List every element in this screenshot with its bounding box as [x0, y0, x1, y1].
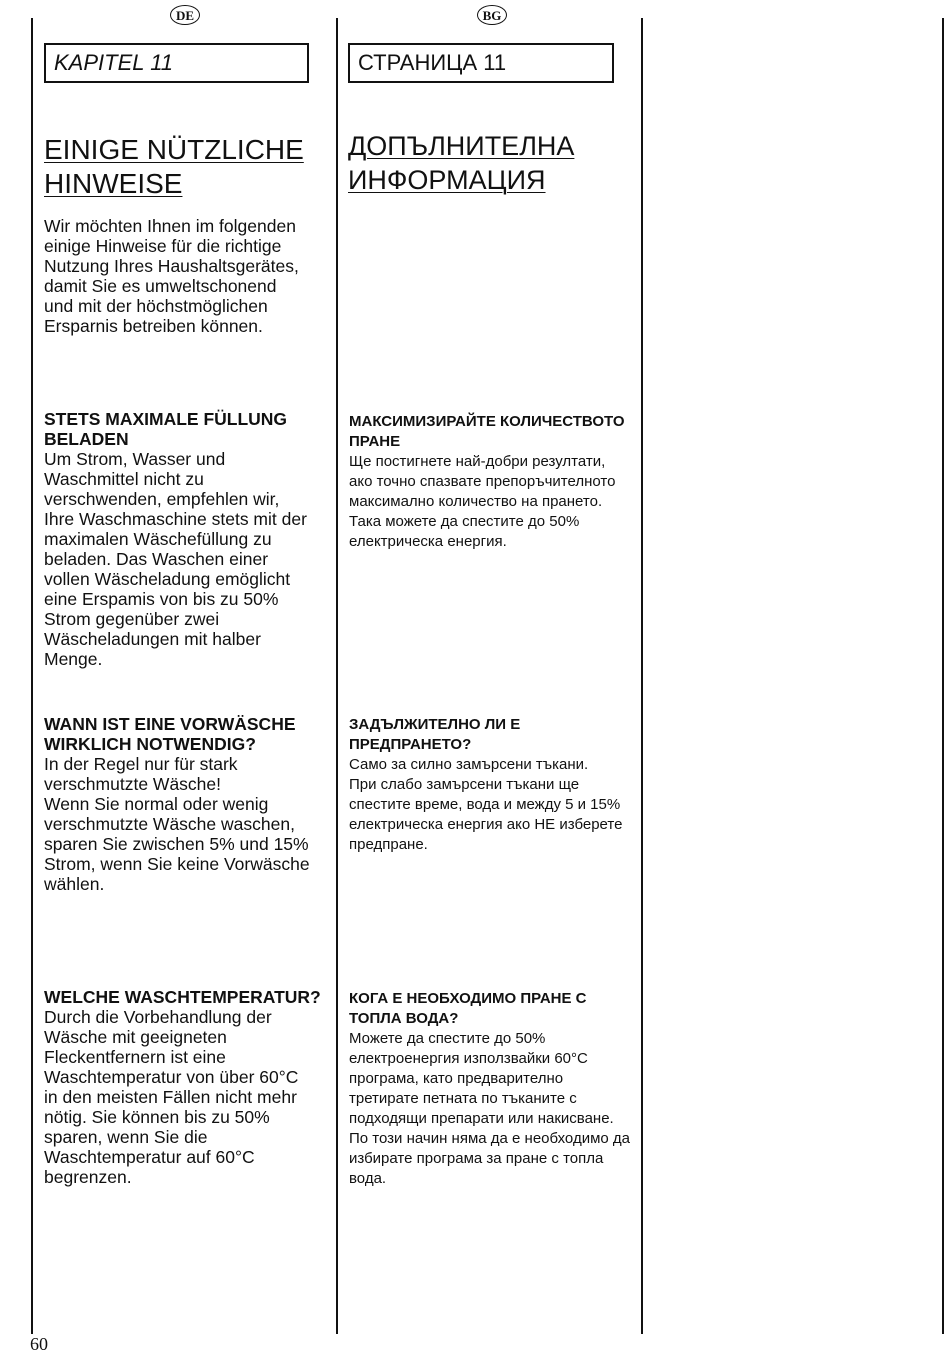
tip-body-line: Waschtemperatur auf 60°C: [44, 1147, 255, 1167]
tip-body-line: ако точно спазвате препоръчителното: [349, 473, 616, 490]
tip-body-line: вода.: [349, 1170, 387, 1187]
page-number: 60: [30, 1334, 48, 1354]
intro-line: und mit der höchstmöglichen: [44, 296, 268, 316]
tip-body-line: sparen, wenn Sie die: [44, 1127, 208, 1147]
tip-title: BELADEN: [44, 429, 129, 449]
tip-body-line: Така можете да спестите до 50%: [349, 513, 580, 530]
column-rule-middle: [336, 18, 338, 1334]
heading-line: HINWEISE: [44, 168, 183, 199]
tip-title: WANN IST EINE VORWÄSCHE: [44, 714, 296, 734]
chapter-title-bg: СТРАНИЦА 11: [348, 43, 614, 83]
tip-section-bg-prewash: [349, 715, 622, 855]
tip-body-line: Wenn Sie normal oder wenig: [44, 794, 269, 814]
tip-body-line: Menge.: [44, 649, 103, 669]
tip-title: WIRKLICH NOTWENDIG?: [44, 734, 256, 754]
tip-body-line: По този начин няма да е необходимо да: [349, 1130, 630, 1147]
tip-body-line: Durch die Vorbehandlung der: [44, 1007, 272, 1027]
tip-title: WELCHE WASCHTEMPERATUR?: [44, 987, 321, 1007]
language-badge-bg: BG: [477, 5, 507, 25]
section-heading-bg: [348, 129, 574, 197]
tip-title: ПРЕДПРАНЕТО?: [349, 736, 472, 753]
tip-title: ЗАДЪЛЖИТЕЛНО ЛИ Е: [349, 716, 521, 733]
tip-body-line: спестите време, вода и между 5 и 15%: [349, 796, 621, 813]
tip-body-line: nötig. Sie können bis zu 50%: [44, 1107, 270, 1127]
tip-body-line: in den meisten Fällen nicht mehr: [44, 1087, 297, 1107]
tip-body-line: Waschtemperatur von über 60°C: [44, 1067, 299, 1087]
intro-line: Wir möchten Ihnen im folgenden: [44, 216, 296, 236]
tip-body-line: третирате петната по тъканите с: [349, 1090, 577, 1107]
tip-body-line: sparen Sie zwischen 5% und 15%: [44, 834, 309, 854]
tip-body-line: подходящи препарати или накисване.: [349, 1110, 614, 1127]
tip-body-line: електрическа енергия ако НЕ изберете: [349, 816, 623, 833]
tip-body-line: Fleckentfernern ist eine: [44, 1047, 226, 1067]
tip-body-line: Strom gegenüber zwei: [44, 609, 220, 629]
intro-line: Nutzung Ihres Haushaltsgerätes,: [44, 256, 299, 276]
intro-paragraph-de: [44, 216, 299, 336]
tip-section-de-temperature: [44, 987, 321, 1187]
tip-body-line: електрическа енергия.: [349, 533, 507, 550]
tip-title: КОГА Е НЕОБХОДИМО ПРАНЕ С: [349, 990, 587, 1007]
column-rule-edge: [942, 18, 944, 1334]
tip-body-line: Strom, wenn Sie keine Vorwäsche: [44, 854, 310, 874]
tip-section-de-max-load: [44, 409, 307, 669]
tip-body-line: maximalen Wäschefüllung zu: [44, 529, 272, 549]
tip-section-de-prewash: [44, 714, 310, 894]
tip-section-bg-max-load: [349, 412, 625, 552]
heading-line: ИНФОРМАЦИЯ: [348, 165, 546, 195]
tip-body-line: Wäsche mit geeigneten: [44, 1027, 227, 1047]
language-badge-de: DE: [170, 5, 200, 25]
intro-line: einige Hinweise für die richtige: [44, 236, 282, 256]
tip-title: ТОПЛА ВОДА?: [349, 1010, 459, 1027]
intro-line: Ersparnis betreiben können.: [44, 316, 263, 336]
tip-body-line: максимално количество на прането.: [349, 493, 603, 510]
tip-body-line: Само за силно замърсени тъкани.: [349, 756, 589, 773]
tip-body-line: програма, като предварително: [349, 1070, 564, 1087]
tip-body-line: begrenzen.: [44, 1167, 132, 1187]
tip-body-line: Wäscheladungen mit halber: [44, 629, 261, 649]
tip-title: STETS MAXIMALE FÜLLUNG: [44, 409, 288, 429]
tip-body-line: In der Regel nur für stark: [44, 754, 238, 774]
column-rule-right: [641, 18, 643, 1334]
tip-body-line: verschmutzte Wäsche waschen,: [44, 814, 295, 834]
tip-body-line: wählen.: [44, 874, 105, 894]
tip-body-line: eine Erspamis von bis zu 50%: [44, 589, 279, 609]
tip-title: ПРАНЕ: [349, 433, 401, 450]
tip-body-line: Waschmittel nicht zu: [44, 469, 204, 489]
tip-body-line: Можете да спестите до 50%: [349, 1030, 546, 1047]
tip-body-line: beladen. Das Waschen einer: [44, 549, 269, 569]
tip-body-line: vollen Wäscheladung emöglicht: [44, 569, 291, 589]
tip-body-line: електроенергия използвайки 60°C: [349, 1050, 588, 1067]
column-rule-left: [31, 18, 33, 1334]
intro-line: damit Sie es umweltschonend: [44, 276, 277, 296]
tip-section-bg-temperature: [349, 989, 630, 1189]
heading-line: EINIGE NÜTZLICHE: [44, 134, 304, 165]
section-heading-de: [44, 133, 304, 201]
tip-body-line: избирате програма за пране с топла: [349, 1150, 604, 1167]
tip-body-line: При слабо замърсени тъкани ще: [349, 776, 580, 793]
tip-title: МАКСИМИЗИРАЙТЕ КОЛИЧЕСТВОТО: [349, 413, 625, 430]
tip-body-line: Ще постигнете най-добри резултати,: [349, 453, 606, 470]
tip-body-line: Ihre Waschmaschine stets mit der: [44, 509, 307, 529]
tip-body-line: предпране.: [349, 836, 428, 853]
tip-body-line: Um Strom, Wasser und: [44, 449, 226, 469]
tip-body-line: verschwenden, empfehlen wir,: [44, 489, 280, 509]
chapter-title-de: KAPITEL 11: [44, 43, 309, 83]
tip-body-line: verschmutzte Wäsche!: [44, 774, 221, 794]
heading-line: ДОПЪЛНИТЕЛНА: [348, 131, 575, 161]
